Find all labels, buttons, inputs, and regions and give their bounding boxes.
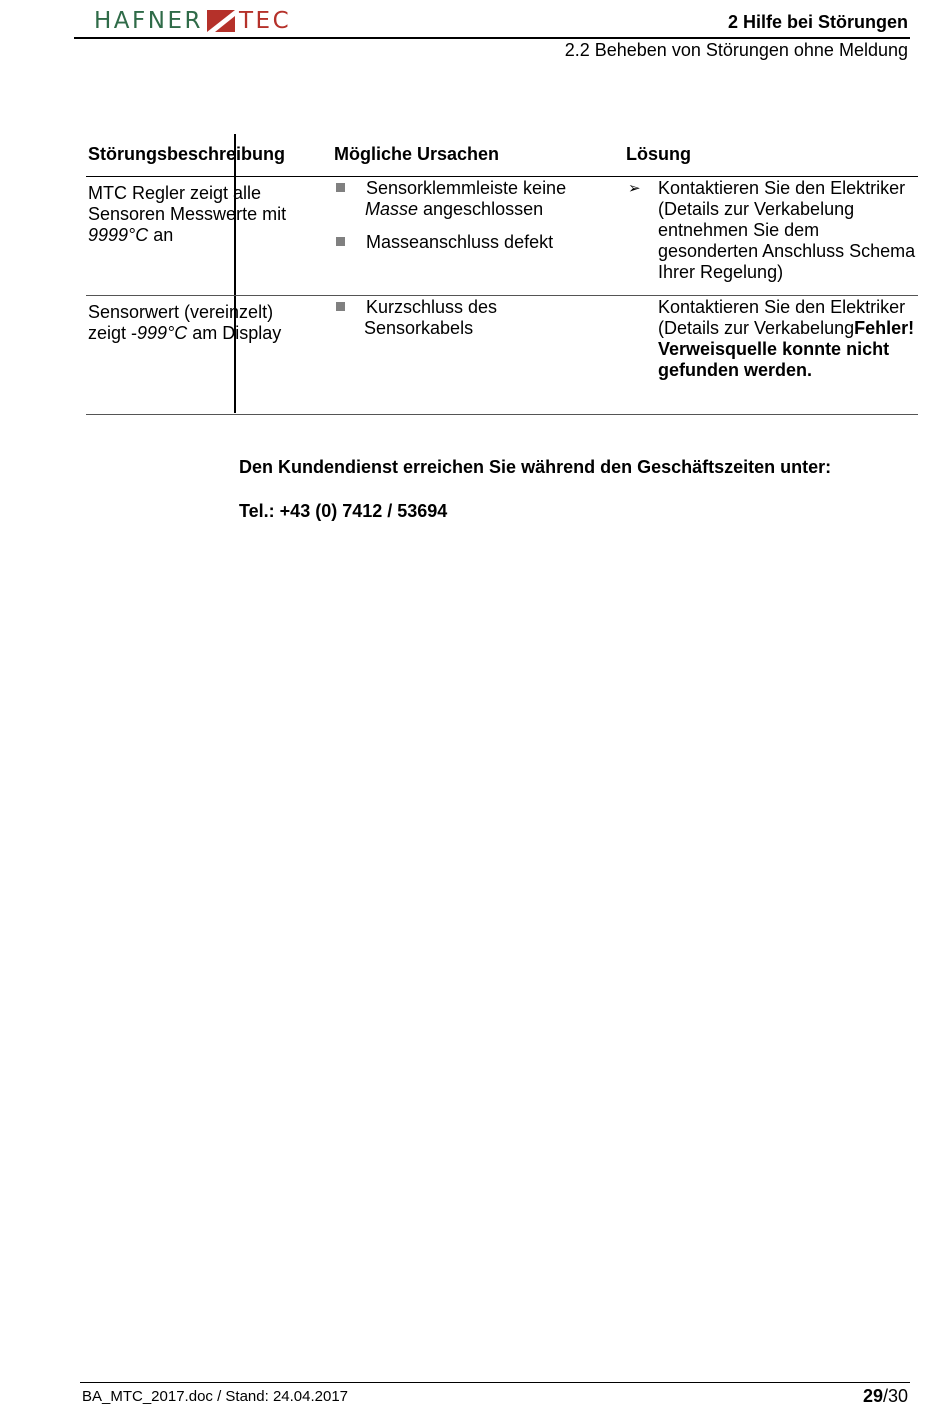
cause-item xyxy=(334,297,604,339)
chapter-title: 2 Hilfe bei Störungen xyxy=(727,12,908,32)
arrow-bullet-icon: ➢ xyxy=(628,180,641,197)
page-number xyxy=(863,1386,908,1407)
logo-text-hafner: HAFNER xyxy=(94,8,203,34)
cause-rest: angeschlossen xyxy=(418,199,544,219)
description-suffix: am Display xyxy=(187,323,282,343)
troubleshooting-table xyxy=(86,134,918,415)
cause-line: Kurzschluss des xyxy=(366,297,498,317)
causes-cell xyxy=(334,178,604,253)
description-line: MTC Regler zeigt alle xyxy=(88,183,262,203)
causes-cell xyxy=(334,297,604,339)
logo-text-tec: TEC xyxy=(238,8,292,34)
description-line: Sensoren Messwerte mit xyxy=(88,204,287,224)
cause-line: Masseanschluss defekt xyxy=(366,232,554,252)
logo-mark-icon xyxy=(207,10,235,32)
total-pages: /30 xyxy=(882,1386,908,1406)
contact-phone: Tel.: +43 (0) 7412 / 53694 xyxy=(239,501,448,521)
description-value: 9999°C xyxy=(88,225,149,245)
header-description: Störungsbeschreibung xyxy=(88,144,286,164)
solution-text: Kontaktieren Sie den Elektriker (Details zur Verkabelung entnehmen Sie dem gesonderten Anschluss Schema Ihrer Regelung) xyxy=(658,178,916,282)
square-bullet-icon xyxy=(336,302,345,311)
square-bullet-icon xyxy=(336,183,345,192)
table-row xyxy=(86,296,918,415)
table-row xyxy=(86,177,918,296)
solution-item xyxy=(626,178,918,283)
solution-error-reference: Fehler! Verweisquelle konnte nicht gefunden werden. xyxy=(658,318,915,380)
cause-emphasis: Masse xyxy=(365,199,419,219)
header-solution: Lösung xyxy=(626,144,691,164)
current-page: 29 xyxy=(862,1386,883,1406)
cause-item xyxy=(334,232,604,253)
description-line xyxy=(88,323,313,344)
header-divider xyxy=(74,37,910,39)
solution-plain: Kontaktieren Sie den Elektriker (Details zur Verkabelung xyxy=(658,297,906,338)
description-prefix: zeigt - xyxy=(88,323,138,343)
solution-cell xyxy=(626,297,918,381)
cause-line: Sensorklemmleiste keine xyxy=(366,178,567,198)
solution-cell xyxy=(626,178,918,283)
header-causes: Mögliche Ursachen xyxy=(334,144,500,164)
cause-line xyxy=(365,199,604,220)
logo xyxy=(94,6,291,36)
description-line: Sensorwert (vereinzelt) xyxy=(88,302,274,322)
description-suffix: an xyxy=(148,225,174,245)
section-title: 2.2 Beheben von Störungen ohne Meldung xyxy=(564,40,908,60)
cause-line: Sensorkabels xyxy=(364,318,474,338)
footer-divider xyxy=(80,1382,910,1383)
description-cell xyxy=(88,183,313,246)
cause-item xyxy=(334,178,604,220)
description-cell xyxy=(88,302,313,344)
description-line xyxy=(88,225,313,246)
solution-text xyxy=(626,297,918,381)
square-bullet-icon xyxy=(336,237,345,246)
footer-document-info: BA_MTC_2017.doc / Stand: 24.04.2017 xyxy=(82,1388,349,1405)
contact-intro: Den Kundendienst erreichen Sie während den Geschäftszeiten unter: xyxy=(239,457,832,477)
description-value: 999°C xyxy=(137,323,188,343)
table-header-row xyxy=(86,134,918,177)
